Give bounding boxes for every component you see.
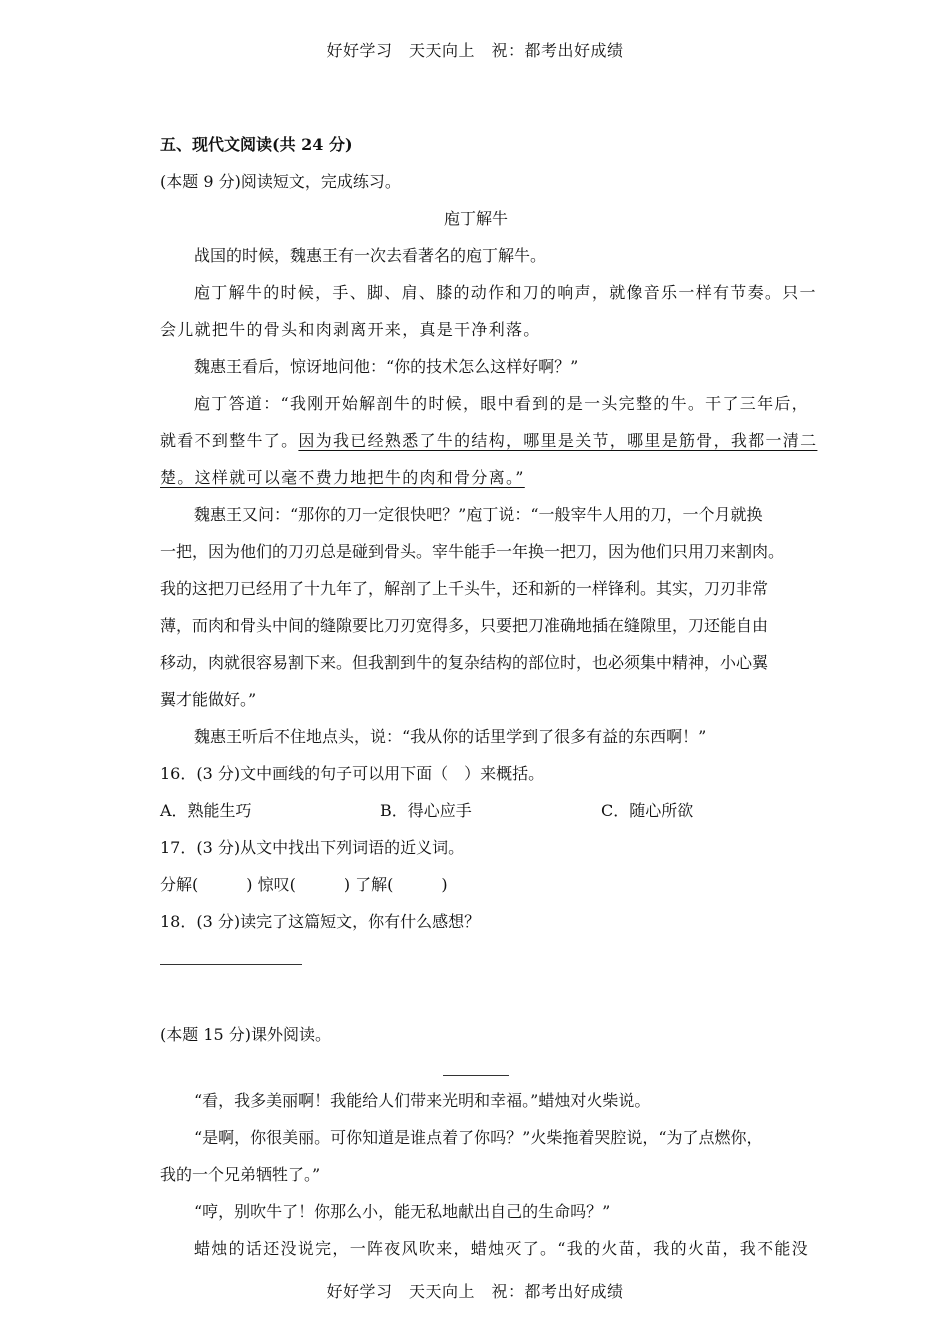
passage1-paragraph: 魏惠王又问：“那你的刀一定很快吧？”庖丁说：“一般宰牛人用的刀，一个月就换 <box>194 505 763 524</box>
underlined-sentence: 因为我已经熟悉了牛的结构，哪里是关节，哪里是筋骨，我都一清二 <box>298 431 818 450</box>
passage1-paragraph: 薄，而肉和骨头中间的缝隙要比刀刃宽得多，只要把刀准确地插在缝隙里，刀还能自由 <box>160 616 769 635</box>
passage1-paragraph: 移动，肉就很容易割下来。但我割到牛的复杂结构的部位时，也必须集中精神，小心翼 <box>160 653 769 672</box>
passage1-paragraph: 庖丁解牛的时候，手、脚、肩、膝的动作和刀的响声，就像音乐一样有节奏。只一 <box>194 283 817 302</box>
passage2-paragraph: 我的一个兄弟牺牲了。” <box>160 1165 321 1184</box>
option-c[interactable]: C．随心所欲 <box>601 801 694 820</box>
plain-text: 就看不到整牛了。 <box>160 431 299 450</box>
passage2-paragraph: 蜡烛的话还没说完，一阵夜风吹来，蜡烛灭了。“我的火苗，我的火苗，我不能没 <box>194 1239 809 1258</box>
underlined-sentence: 楚。这样就可以毫不费力地把牛的肉和骨分离。” <box>160 468 525 487</box>
page-header: 好好学习 天天向上 祝：都考出好成绩 <box>326 41 624 60</box>
passage1-paragraph: 我的这把刀已经用了十九年了，解剖了上千头牛，还和新的一样锋利。其实，刀刃非常 <box>160 579 769 598</box>
passage2-title-blank[interactable] <box>443 1065 509 1076</box>
passage2-paragraph: “哼，别吹牛了！你那么小，能无私地献出自己的生命吗？” <box>194 1202 611 1221</box>
passage2-paragraph: “看，我多美丽啊！我能给人们带来光明和幸福。”蜡烛对火柴说。 <box>194 1091 651 1110</box>
section-title: 五、现代文阅读(共 24 分) <box>160 135 353 154</box>
passage1-paragraph <box>160 422 818 459</box>
passage2-paragraph: “是啊，你很美丽。可你知道是谁点着了你吗？”火柴拖着哭腔说，“为了点燃你， <box>194 1128 763 1147</box>
passage1-paragraph <box>160 459 792 496</box>
passage1-paragraph: 魏惠王听后不住地点头，说：“我从你的话里学到了很多有益的东西啊！” <box>194 727 707 746</box>
passage1-paragraph: 翼才能做好。” <box>160 690 257 709</box>
passage1-title: 庖丁解牛 <box>443 209 508 228</box>
passage1-paragraph: 庖丁答道：“我刚开始解剖牛的时候，眼中看到的是一头完整的牛。干了三年后， <box>194 394 809 413</box>
passage2-intro: (本题 15 分)课外阅读。 <box>160 1025 332 1044</box>
passage1-paragraph: 魏惠王看后，惊讶地问他：“你的技术怎么这样好啊？” <box>194 357 579 376</box>
page-content <box>160 126 818 1267</box>
answer-blank-line[interactable] <box>160 948 302 965</box>
passage1-paragraph: 一把，因为他们的刀刃总是碰到骨头。宰牛能手一年换一把刀，因为他们只用刀来割肉。 <box>160 542 785 561</box>
passage1-paragraph: 战国的时候，魏惠王有一次去看著名的庖丁解牛。 <box>194 246 547 265</box>
question-17: 17．(3 分)从文中找出下列词语的近义词。 <box>160 838 465 857</box>
option-a[interactable]: A．熟能生巧 <box>160 801 252 820</box>
question-16: 16．(3 分)文中画线的句子可以用下面（ ）来概括。 <box>160 764 545 783</box>
passage1-paragraph: 会儿就把牛的骨头和肉剥离开来，真是干净利落。 <box>160 320 541 339</box>
question-17-words: 分解( ) 惊叹( ) 了解( ) <box>160 875 448 894</box>
page-footer: 好好学习 天天向上 祝：都考出好成绩 <box>326 1282 624 1301</box>
option-b[interactable]: B．得心应手 <box>380 801 472 820</box>
passage1-intro: (本题 9 分)阅读短文，完成练习。 <box>160 172 401 191</box>
question-18: 18．(3 分)读完了这篇短文，你有什么感想？ <box>160 912 481 931</box>
question-16-options <box>160 792 792 829</box>
